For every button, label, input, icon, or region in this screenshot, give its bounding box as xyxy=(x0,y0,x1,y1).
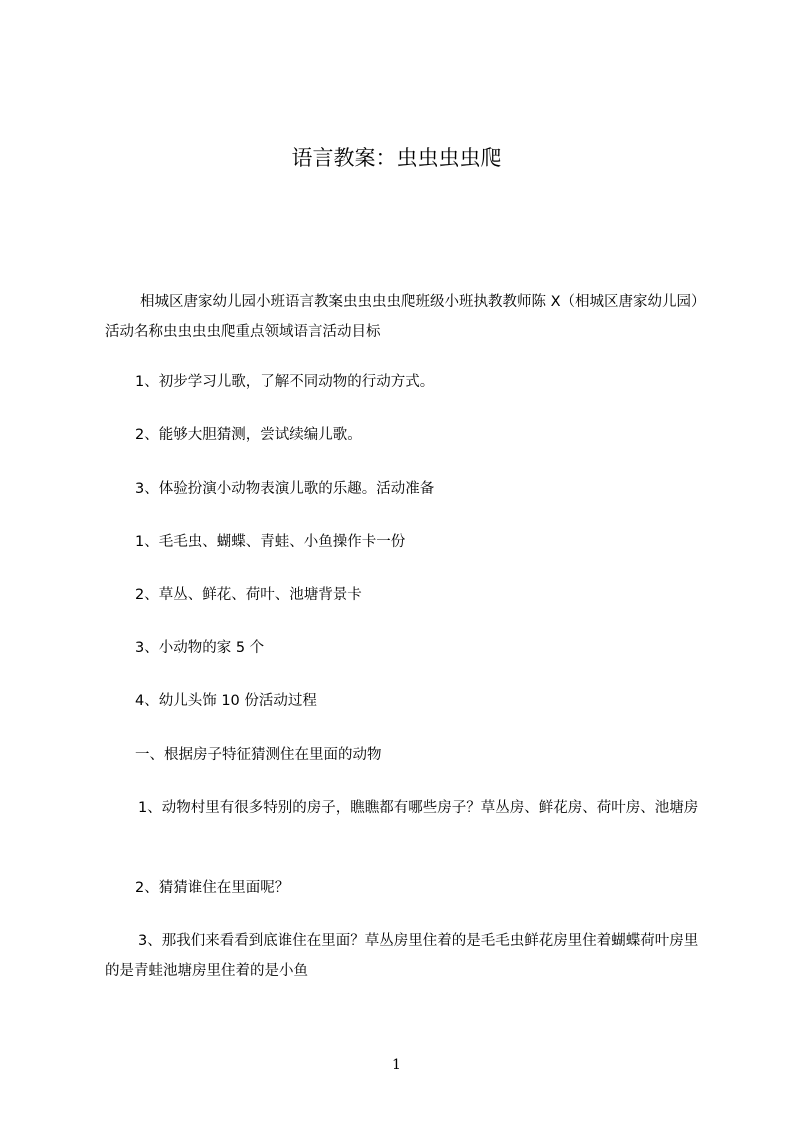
page-number: 1 xyxy=(392,1057,401,1073)
paragraph-step-3: 3、那我们来看看到底谁住在里面？草丛房里住着的是毛毛虫鲜花房里住着蝴蝶荷叶房里的是青蛙池塘房里住着的是小鱼 xyxy=(105,933,699,979)
paragraph-prep-3: 3、小动物的家 5 个 xyxy=(135,640,265,656)
paragraph-goal-3: 3、体验扮演小动物表演儿歌的乐趣。活动准备 xyxy=(135,481,435,497)
paragraph-intro: 相城区唐家幼儿园小班语言教案虫虫虫虫爬班级小班执教教师陈 X（相城区唐家幼儿园）活动名称虫虫虫虫爬重点领域语言活动目标 xyxy=(105,294,699,340)
paragraph-prep-2: 2、草丛、鲜花、荷叶、池塘背景卡 xyxy=(135,587,362,603)
paragraph-section-1: 一、根据房子特征猜测住在里面的动物 xyxy=(135,747,382,763)
paragraph-prep-4: 4、幼儿头饰 10 份活动过程 xyxy=(135,693,317,709)
paragraph-prep-1: 1、毛毛虫、蝴蝶、青蛙、小鱼操作卡一份 xyxy=(135,534,406,550)
paragraph-step-2: 2、猜猜谁住在里面呢？ xyxy=(135,880,290,896)
document-title: 语言教案：虫虫虫虫爬 xyxy=(291,146,502,170)
paragraph-step-1: 1、动物村里有很多特别的房子，瞧瞧都有哪些房子？草丛房、鲜花房、荷叶房、池塘房 xyxy=(138,800,699,816)
paragraph-goal-1: 1、初步学习儿歌，了解不同动物的行动方式。 xyxy=(135,374,435,390)
paragraph-goal-2: 2、能够大胆猜测，尝试续编儿歌。 xyxy=(135,427,362,443)
